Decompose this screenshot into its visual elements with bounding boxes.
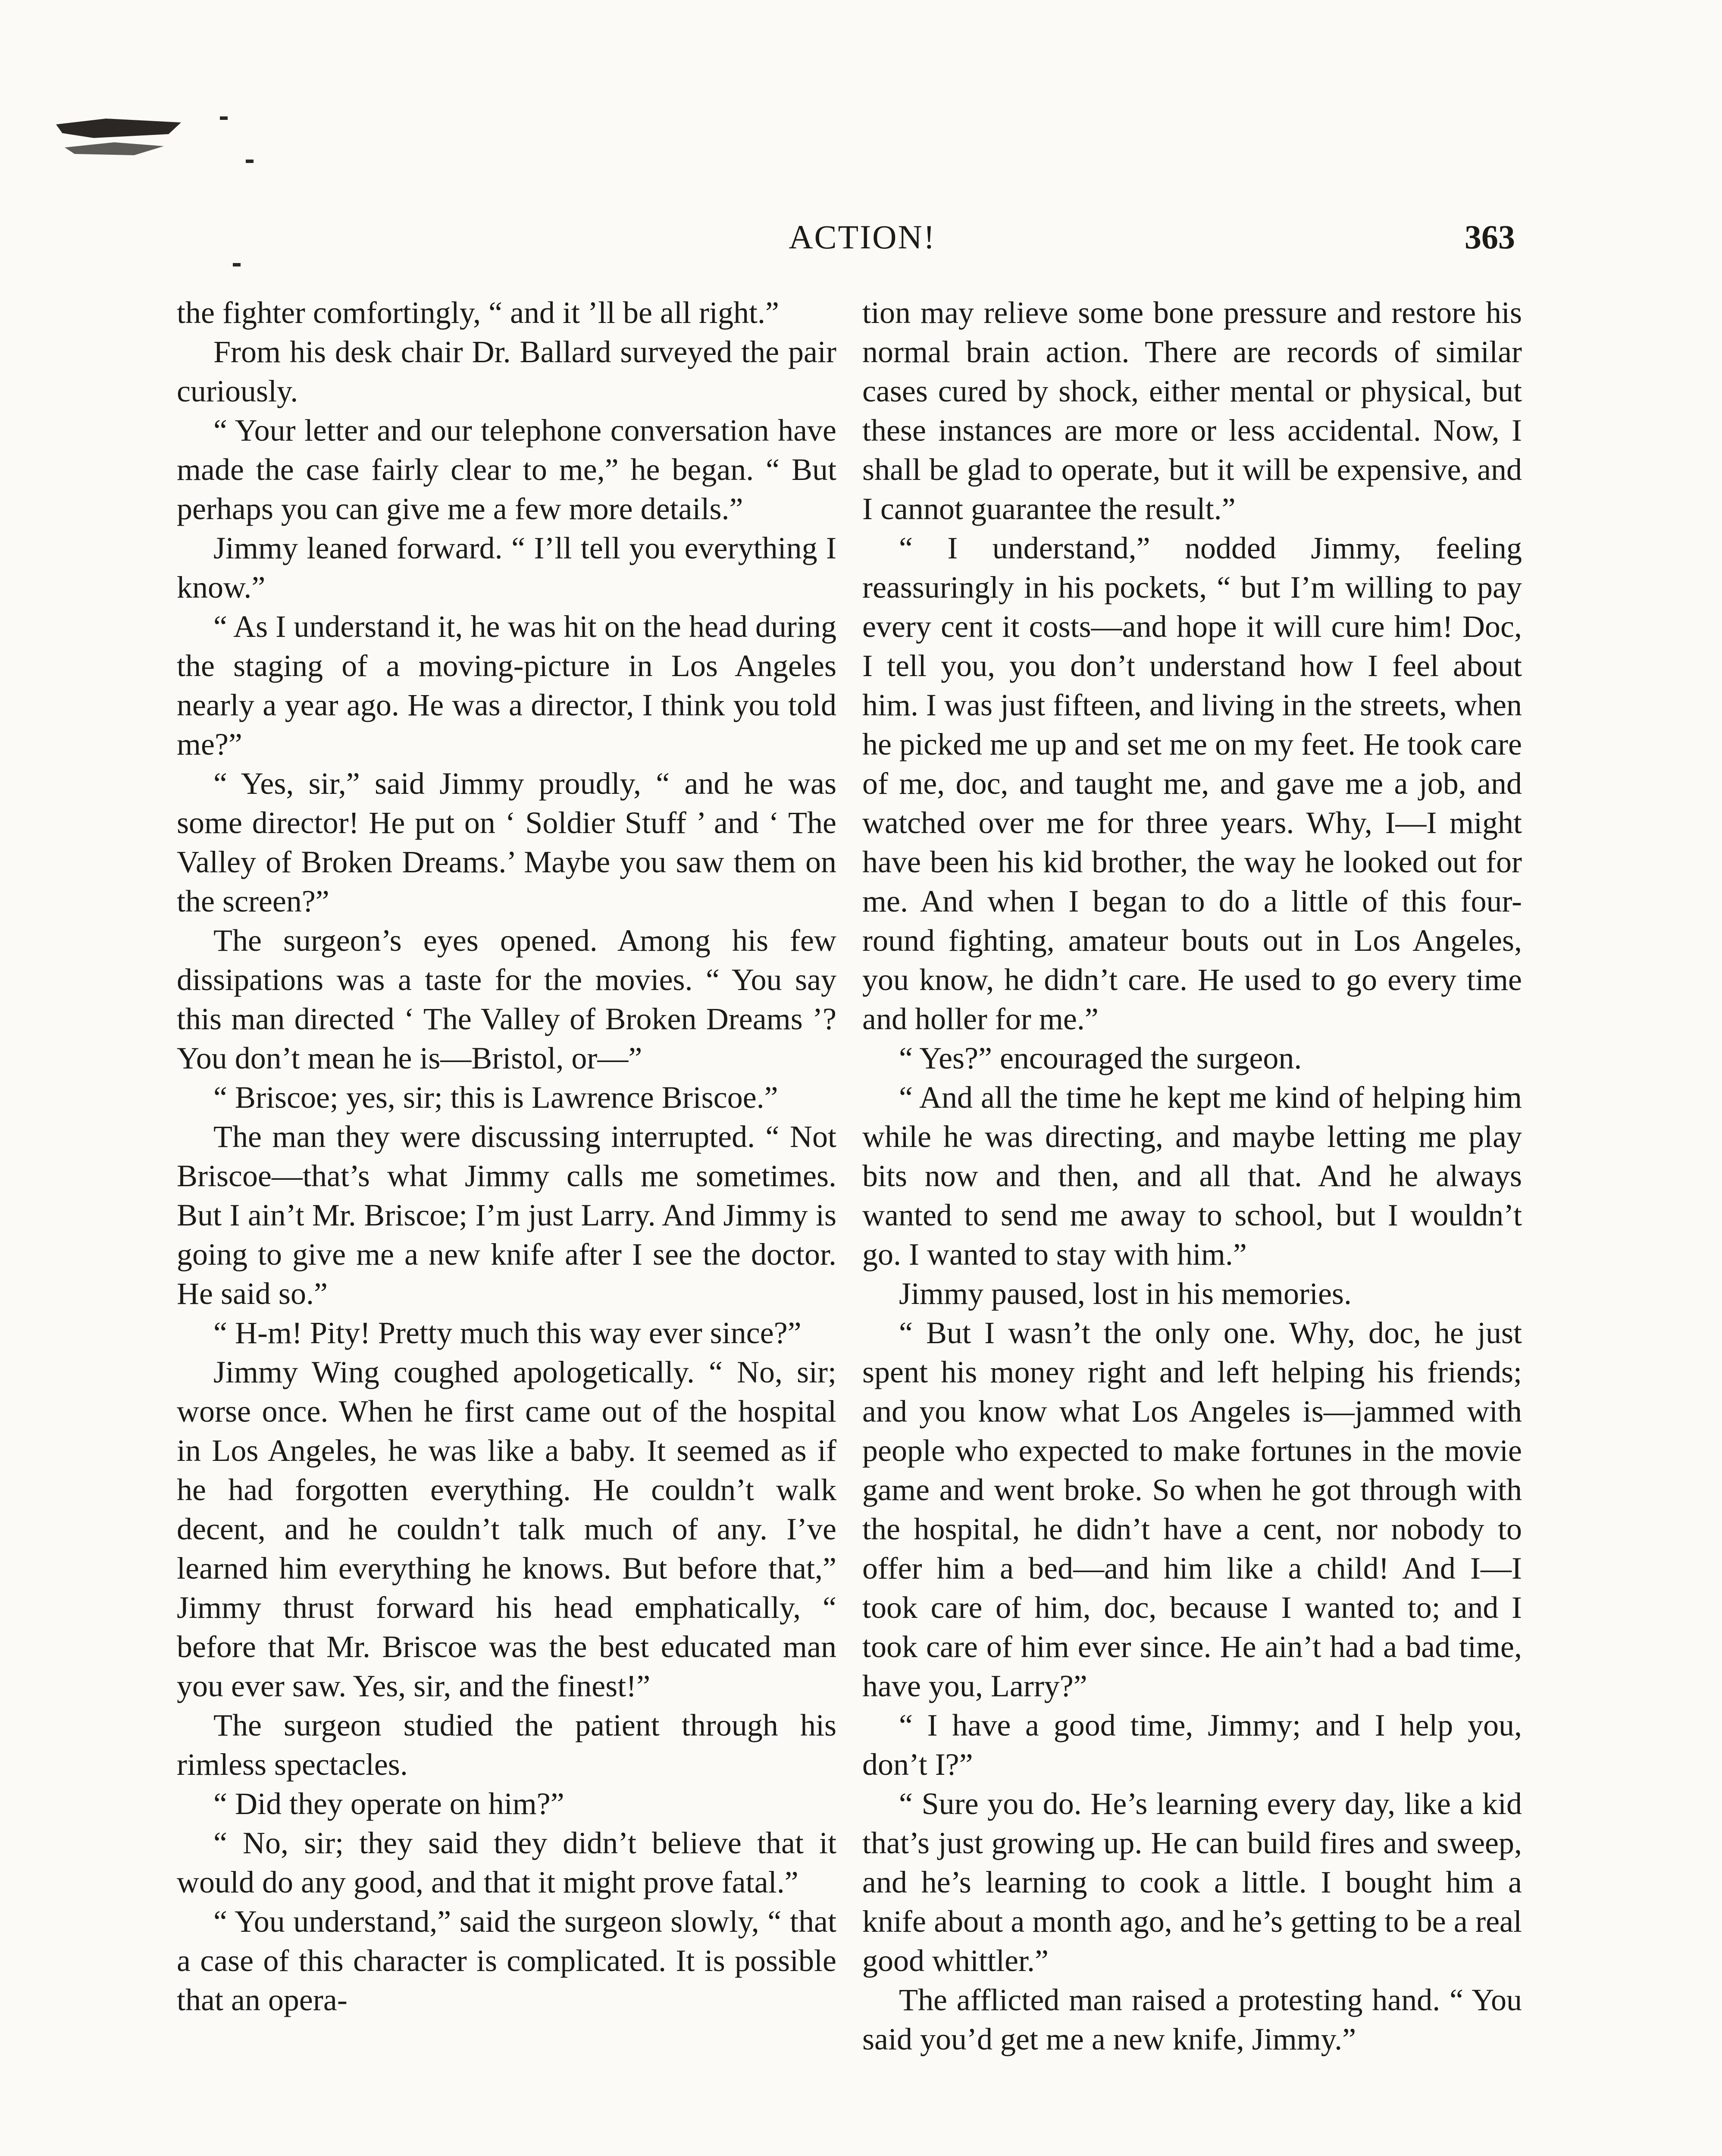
paragraph: the fighter comfortingly, “ and it ’ll be all right.” <box>177 295 779 330</box>
paragraph: “ Briscoe; yes, sir; this is Lawrence Briscoe.” <box>213 1080 778 1115</box>
paragraph: “ Yes?” encouraged the surgeon. <box>899 1041 1302 1075</box>
paragraph: “ You understand,” said the surgeon slowly, “ that a case of this character is complicated. It is possible that an opera- <box>177 1904 836 2017</box>
paragraph: The afflicted man raised a protesting hand. “ You said you’d get me a new knife, Jimmy.” <box>862 1983 1522 2056</box>
paragraph: Jimmy Wing coughed apologetically. “ No, sir; worse once. When he first came out of the hospital in Los Angeles, he was like a baby. It seemed as if he had forgotten everything. He couldn’t walk decent, and he couldn’t talk much of any. I’ve learned him everything he knows. But before that,” Jimmy thrust forward his head emphatically, “ before that Mr. Briscoe was the best educated man you ever saw. Yes, sir, and the finest!” <box>177 1355 836 1703</box>
paragraph: “ Sure you do. He’s learning every day, like a kid that’s just growing up. He can build fires and sweep, and he’s learning to cook a little. I bought him a knife about a month ago, and he’s getting to be a real good whittler.” <box>862 1786 1522 1978</box>
paragraph: Jimmy leaned forward. “ I’ll tell you everything I know.” <box>177 531 836 605</box>
paragraph: From his desk chair Dr. Ballard surveyed the pair curiously. <box>177 335 836 408</box>
paragraph: “ As I understand it, he was hit on the head during the staging of a moving-picture in Los Angeles nearly a year ago. He was a director, I think you told me?” <box>177 609 836 761</box>
scan-speck <box>246 160 254 163</box>
scan-speck <box>233 263 241 266</box>
scan-speck <box>220 116 228 120</box>
paragraph: “ Yes, sir,” said Jimmy proudly, “ and he was some director! He put on ‘ Soldier Stuff ’ and ‘ The Valley of Broken Dreams.’ Maybe you saw them on the screen?” <box>177 766 836 918</box>
paragraph: “ No, sir; they said they didn’t believe that it would do any good, and that it might prove fatal.” <box>177 1826 836 1899</box>
text-column-left <box>177 293 836 2020</box>
paragraph: The man they were discussing interrupted. “ Not Briscoe—that’s what Jimmy calls me sometimes. But I ain’t Mr. Briscoe; I’m just Larry. And Jimmy is going to give me a new knife after I see the doctor. He said so.” <box>177 1119 836 1311</box>
paragraph: “ I have a good time, Jimmy; and I help you, don’t I?” <box>862 1708 1522 1782</box>
paragraph: The surgeon’s eyes opened. Among his few dissipations was a taste for the movies. “ You say this man directed ‘ The Valley of Broken Dreams ’? You don’t mean he is—Bristol, or—” <box>177 923 836 1075</box>
paragraph: tion may relieve some bone pressure and restore his normal brain action. There are records of similar cases cured by shock, either mental or physical, but these instances are more or less accidental. Now, I shall be glad to operate, but it will be expensive, and I cannot guarantee the result.” <box>862 295 1522 526</box>
paragraph: “ But I wasn’t the only one. Why, doc, he just spent his money right and left helping his friends; and you know what Los Angeles is—jammed with people who expected to make fortunes in the movie game and went broke. So when he got through with the hospital, he didn’t have a cent, nor nobody to offer him a bed—and him like a child! And I—I took care of him, doc, because I wanted to; and I took care of him ever since. He ain’t had a bad time, have you, Larry?” <box>862 1316 1522 1703</box>
scan-smudge <box>65 142 164 155</box>
paragraph: “ Did they operate on him?” <box>213 1786 564 1821</box>
paragraph: “ H-m! Pity! Pretty much this way ever since?” <box>213 1316 802 1350</box>
paragraph: “ Your letter and our telephone conversation have made the case fairly clear to me,” he began. “ But perhaps you can give me a few more details.” <box>177 413 836 526</box>
scan-smudge <box>56 119 181 138</box>
paragraph: The surgeon studied the patient through his rimless spectacles. <box>177 1708 836 1782</box>
paragraph: “ I understand,” nodded Jimmy, feeling reassuringly in his pockets, “ but I’m willing to pay every cent it costs—and hope it will cure him! Doc, I tell you, you don’t understand how I feel about him. I was just fifteen, and living in the streets, when he picked me up and set me on my feet. He took care of me, doc, and taught me, and gave me a job, and watched over me for three years. Why, I—I might have been his kid brother, the way he looked out for me. And when I began to do a little of this four-round fighting, amateur bouts out in Los Angeles, you know, he didn’t care. He used to go every time and holler for me.” <box>862 531 1522 1036</box>
paragraph: “ And all the time he kept me kind of helping him while he was directing, and maybe letting me play bits now and then, and all that. And he always wanted to send me away to school, but I wouldn’t go. I wanted to stay with him.” <box>862 1080 1522 1272</box>
running-title: ACTION! <box>789 218 936 256</box>
text-column-right <box>862 293 1522 2059</box>
paragraph: Jimmy paused, lost in his memories. <box>899 1276 1352 1311</box>
page-number: 363 <box>1465 218 1515 256</box>
